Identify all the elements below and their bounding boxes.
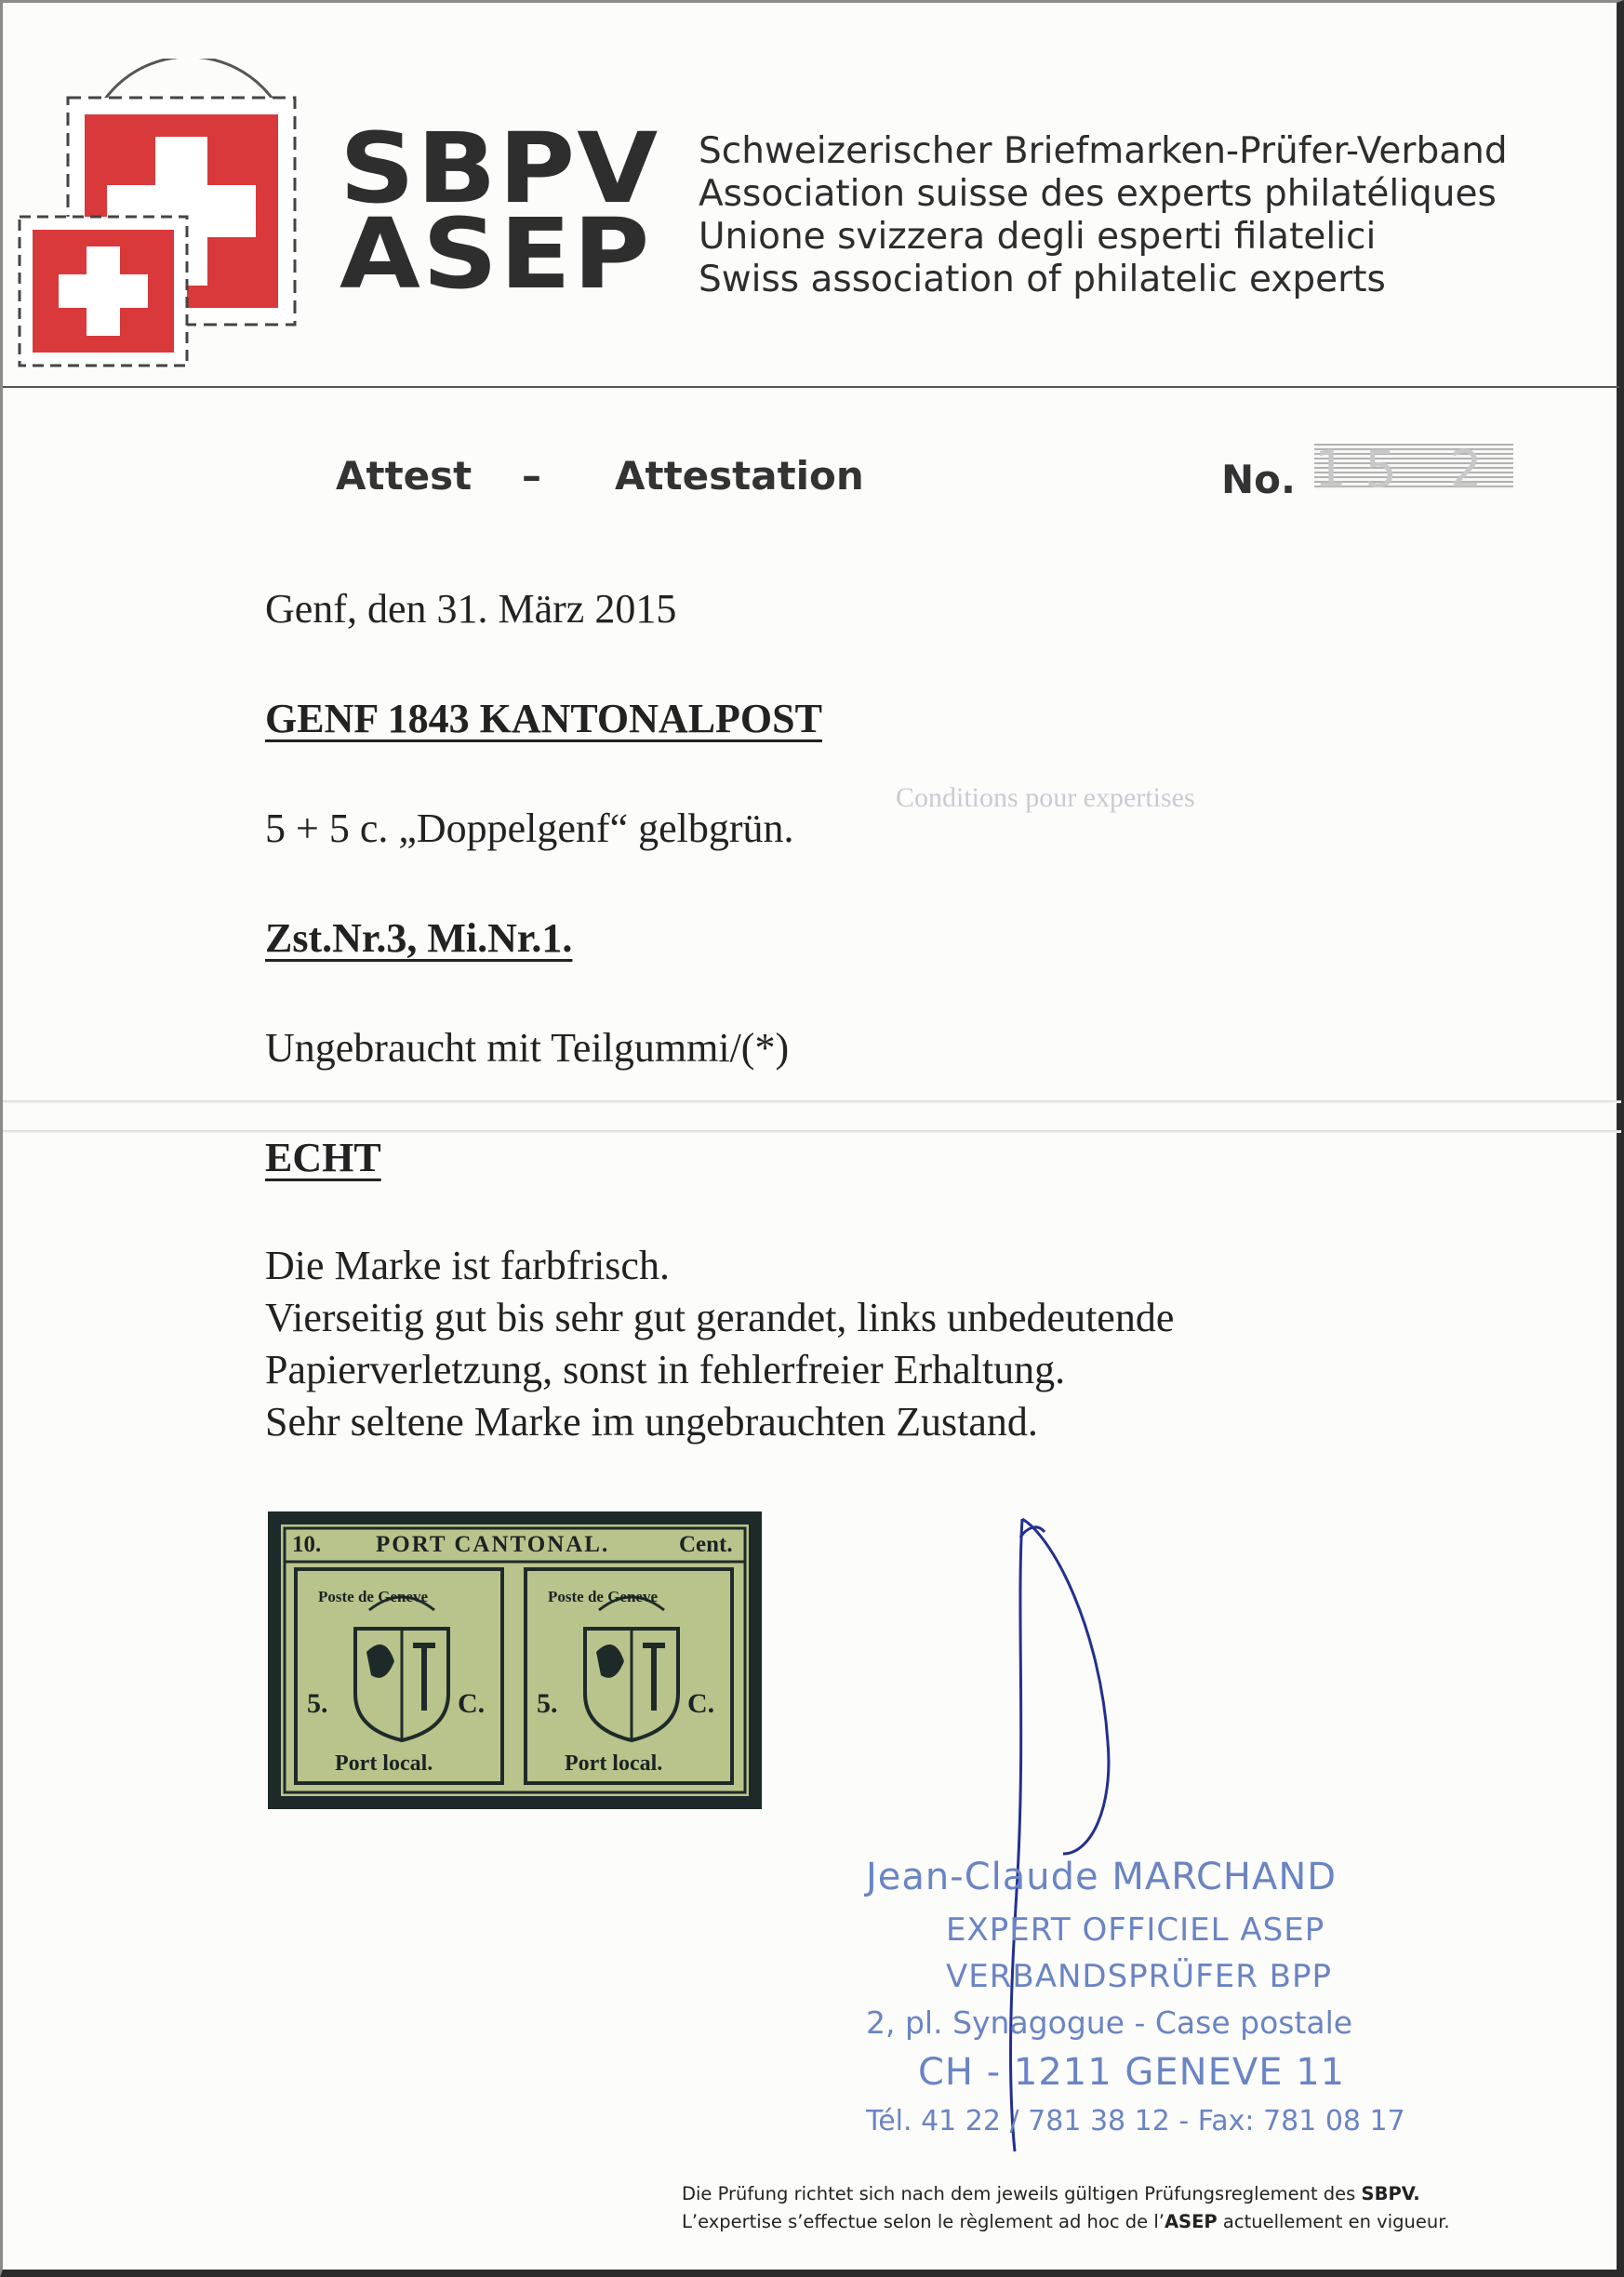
remark-line: Sehr seltene Marke im ungebrauchten Zustand. [265, 1399, 1038, 1445]
brand-sbpv: SBPV [339, 112, 660, 225]
stamp-top-unit: Cent. [679, 1532, 733, 1557]
footer-fr-asep: ASEP [1164, 2211, 1218, 2232]
certificate-number-label: No. [1221, 457, 1296, 502]
stamp-bottom-text: Port local. [565, 1751, 663, 1776]
footer-note-de [682, 2183, 1420, 2204]
verdict-genuine: ECHT [265, 1135, 381, 1180]
header-divider [3, 386, 1619, 388]
brand-asep: ASEP [339, 197, 652, 311]
association-name-it: Unione svizzera degli esperti filatelici [699, 216, 1377, 258]
expert-city: CH - 1211 GENEVE 11 [918, 2051, 1346, 2094]
stamp-condition: Ungebraucht mit Teilgummi/(*) [265, 1025, 790, 1071]
remark-line: Vierseitig gut bis sehr gut gerandet, links unbedeutende [265, 1295, 1175, 1340]
expert-address: 2, pl. Synagogue - Case postale [866, 2004, 1353, 2041]
brand-wordmark [339, 112, 660, 311]
certificate-number-faint: 15 2 [1314, 440, 1501, 499]
place-date: Genf, den 31. März 2015 [265, 586, 677, 632]
association-names [699, 130, 1508, 301]
bleed-through-heading: Conditions pour expertises [896, 782, 1195, 813]
stamp-top-value: 10. [292, 1532, 322, 1557]
expert-name: Jean-Claude MARCHAND [866, 1856, 1338, 1898]
stamp-heading: GENF 1843 KANTONALPOST [265, 696, 822, 741]
remark-line: Papierverletzung, sonst in fehlerfreier Erhaltung. [265, 1347, 1066, 1392]
expert-title: EXPERT OFFICIEL ASEP [946, 1911, 1325, 1949]
paper-fold-line [3, 1100, 1621, 1103]
stamp-top-text: PORT CANTONAL. [376, 1532, 610, 1557]
stamp-photo [268, 1511, 762, 1809]
stamp-right-value: C. [458, 1688, 486, 1719]
stamp-arc-text: Poste de Geneve [318, 1588, 429, 1605]
catalog-numbers: Zst.Nr.3, Mi.Nr.1. [265, 915, 573, 961]
association-name-en: Swiss association of philatelic experts [699, 259, 1386, 300]
sbpv-logo [12, 59, 328, 375]
association-name-fr: Association suisse des experts philatéliques [699, 173, 1497, 215]
stamp-left-value: 5. [537, 1688, 558, 1719]
swiss-cross-stamp-icon [12, 59, 328, 375]
expert-phone: Tél. 41 22 / 781 38 12 - Fax: 781 08 17 [866, 2105, 1405, 2137]
paper-fold-line [3, 1130, 1621, 1133]
stamp-arc-text: Poste de Geneve [548, 1588, 659, 1605]
title-attestation: Attestation [615, 453, 864, 499]
footer-fr-text-end: actuellement en vigueur. [1217, 2211, 1450, 2232]
title-dash: – [522, 453, 541, 499]
footer-note-fr [682, 2211, 1450, 2232]
stamp-description: 5 + 5 c. „Doppelgenf“ gelbgrün. [265, 806, 794, 851]
stamp-right-value: C. [687, 1688, 715, 1719]
remark-line: Die Marke ist farbfrisch. [265, 1243, 670, 1288]
footer-de-sbpv: SBPV. [1361, 2183, 1420, 2204]
stamp-left-value: 5. [307, 1688, 328, 1719]
remarks [265, 1240, 1174, 1448]
footer-fr-text: L’expertise s’effectue selon le règlement ad hoc de l’ [682, 2211, 1165, 2232]
association-name-de: Schweizerischer Briefmarken-Prüfer-Verband [699, 130, 1508, 172]
stamp-bottom-text: Port local. [335, 1751, 433, 1776]
title-attest: Attest [336, 453, 473, 499]
expert-bpp: VERBANDSPRÜFER BPP [946, 1958, 1332, 1995]
footer-de-text: Die Prüfung richtet sich nach dem jeweils gültigen Prüfungsreglement des [682, 2183, 1362, 2204]
stamp-paper [281, 1525, 749, 1796]
